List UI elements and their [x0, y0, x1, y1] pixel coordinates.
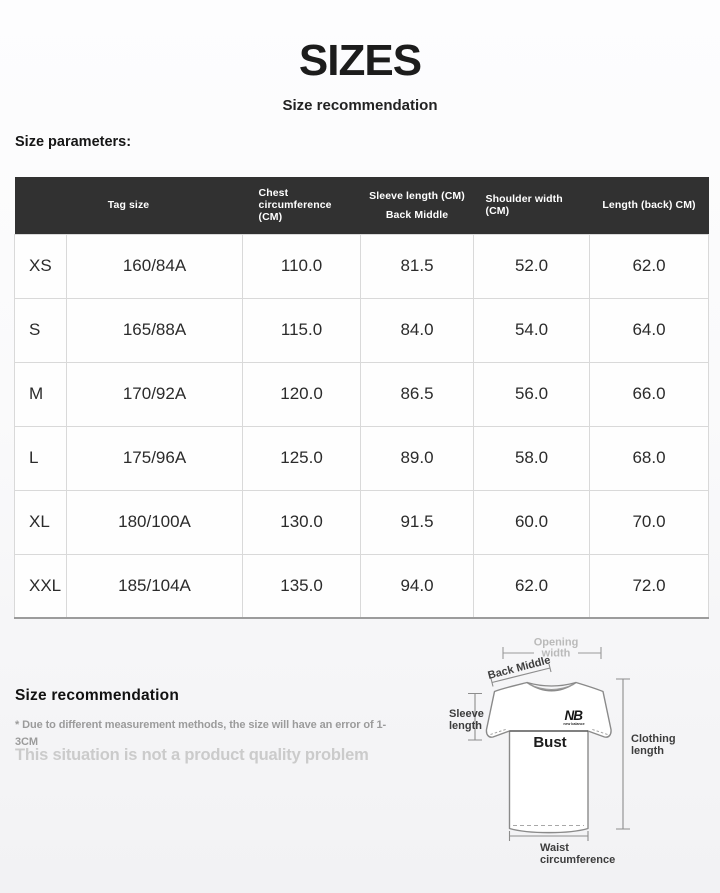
cell-chest: 115.0 — [243, 298, 361, 362]
cell-size: XS — [15, 234, 67, 298]
collar-back-line — [527, 683, 576, 687]
cell-tag: 180/100A — [67, 490, 243, 554]
cell-size: S — [15, 298, 67, 362]
cell-shoulder: 54.0 — [474, 298, 590, 362]
cell-size: XL — [15, 490, 67, 554]
cell-tag: 185/104A — [67, 554, 243, 618]
header-sleeve-label: Sleeve length (CM) — [369, 189, 465, 202]
tshirt-measurement-diagram — [430, 630, 720, 893]
tshirt-diagram-svg — [430, 630, 720, 893]
table-row — [15, 362, 709, 426]
header-length-label: Length (back) CM) — [602, 199, 696, 212]
table-row — [15, 298, 709, 362]
cell-chest: 130.0 — [243, 490, 361, 554]
header-chest-label: Chest circumference (CM) — [258, 187, 332, 224]
cell-length: 64.0 — [590, 298, 709, 362]
sleeve-length-label-line1: Sleeve — [449, 708, 484, 720]
tshirt-outline — [486, 683, 611, 833]
cell-tag: 160/84A — [67, 234, 243, 298]
cell-shoulder: 58.0 — [474, 426, 590, 490]
table-row — [15, 554, 709, 618]
cell-tag: 175/96A — [67, 426, 243, 490]
cell-chest: 135.0 — [243, 554, 361, 618]
cell-tag: 170/92A — [67, 362, 243, 426]
cell-size: L — [15, 426, 67, 490]
opening-width-label-line2: width — [541, 647, 571, 660]
header-shoulder — [474, 177, 590, 234]
cell-shoulder: 60.0 — [474, 490, 590, 554]
bust-label: Bust — [533, 734, 567, 751]
waist-label-line2: circumference — [540, 854, 616, 866]
clothing-length-measure — [616, 679, 630, 829]
header-tag-size-label: Tag size — [107, 199, 150, 212]
clothing-length-label-line1: Clothing — [631, 733, 676, 745]
opening-width-label-line1: Opening — [533, 636, 579, 649]
cell-sleeve: 91.5 — [361, 490, 474, 554]
page-subtitle: Size recommendation — [282, 97, 438, 114]
cell-sleeve: 81.5 — [361, 234, 474, 298]
cell-length: 62.0 — [590, 234, 709, 298]
sleeve-length-label-line2: length — [449, 720, 482, 732]
cell-sleeve: 84.0 — [361, 298, 474, 362]
cell-length: 68.0 — [590, 426, 709, 490]
page-title: SIZES — [298, 36, 422, 85]
clothing-length-label-line2: length — [631, 745, 664, 757]
header-sleeve-sublabel: Back Middle — [385, 208, 449, 221]
quality-disclaimer: This situation is not a product quality problem — [15, 746, 369, 764]
cell-tag: 165/88A — [67, 298, 243, 362]
cell-shoulder: 62.0 — [474, 554, 590, 618]
cell-sleeve: 89.0 — [361, 426, 474, 490]
size-table-body — [15, 234, 709, 618]
back-middle-label: Back Middle — [486, 654, 552, 682]
table-row — [15, 234, 709, 298]
header-shoulder-label: Shoulder width (CM) — [485, 193, 563, 218]
cell-length: 72.0 — [590, 554, 709, 618]
cell-chest: 120.0 — [243, 362, 361, 426]
nb-brand-name: new balance — [563, 722, 585, 726]
cell-sleeve: 94.0 — [361, 554, 474, 618]
measurement-error-note: * Due to different measurement methods, the size will have an error of 1-3CM — [15, 719, 387, 748]
header-length — [590, 177, 709, 234]
size-table-header — [15, 177, 709, 234]
cell-sleeve: 86.5 — [361, 362, 474, 426]
cell-shoulder: 52.0 — [474, 234, 590, 298]
cell-size: M — [15, 362, 67, 426]
header-sleeve — [361, 177, 474, 234]
header-chest — [243, 177, 361, 234]
table-row — [15, 426, 709, 490]
size-table — [14, 177, 709, 619]
table-row — [15, 490, 709, 554]
cell-shoulder: 56.0 — [474, 362, 590, 426]
size-parameters-label: Size parameters: — [15, 134, 132, 150]
cell-length: 70.0 — [590, 490, 709, 554]
waist-label-line1: Waist — [540, 842, 569, 854]
recommendation-heading: Size recommendation — [15, 687, 180, 704]
cell-chest: 125.0 — [243, 426, 361, 490]
cell-size: XXL — [15, 554, 67, 618]
cell-length: 66.0 — [590, 362, 709, 426]
header-tag-size — [15, 177, 243, 234]
cell-chest: 110.0 — [243, 234, 361, 298]
nb-logo: NB — [564, 708, 582, 723]
